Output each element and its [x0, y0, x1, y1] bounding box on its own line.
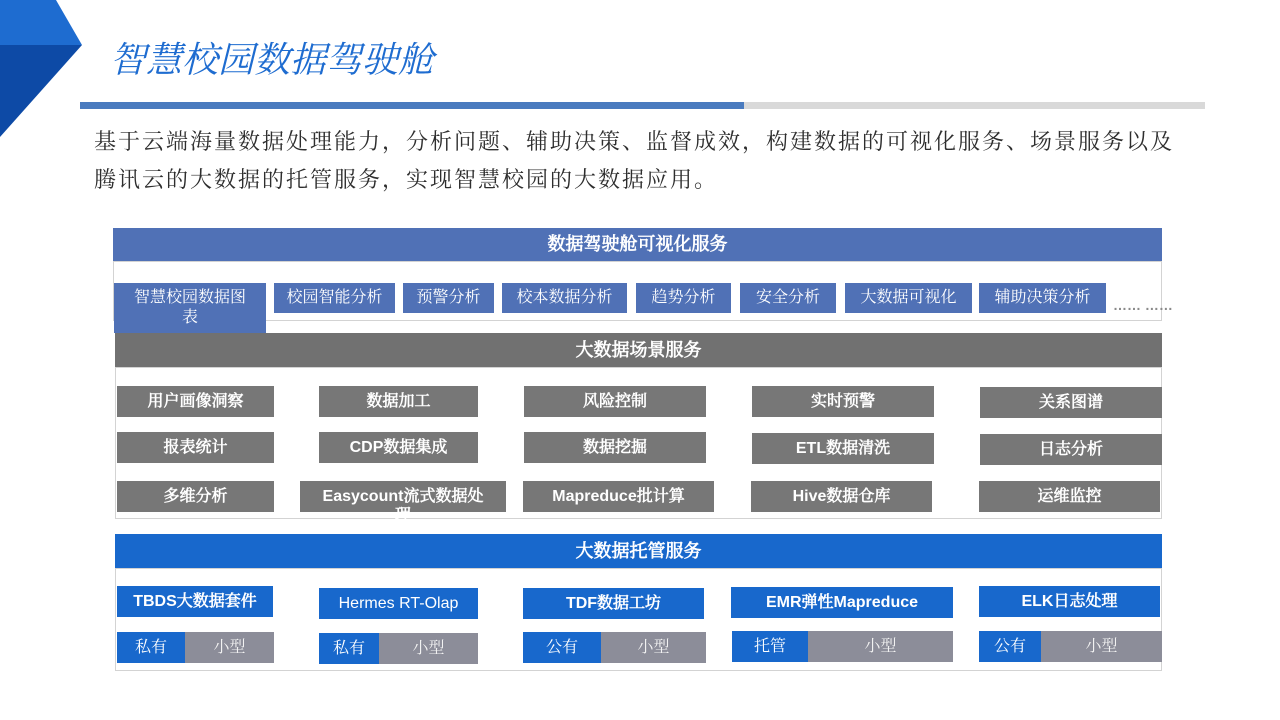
visual-item-decision-support-analysis: 辅助决策分析: [979, 283, 1106, 313]
size-badge: 小型: [808, 631, 953, 662]
scene-item-hive-data-warehouse: Hive数据仓库: [751, 481, 932, 512]
visual-item-big-data-visualization: 大数据可视化: [845, 283, 972, 313]
scene-item-easycount-stream-processing: Easycount流式数据处理: [300, 481, 506, 512]
scene-item-etl-data-cleansing: ETL数据清洗: [752, 433, 934, 464]
visual-item-security-analysis: 安全分析: [740, 283, 836, 313]
visual-item-warning-analysis: 预警分析: [403, 283, 494, 313]
size-badge: 小型: [601, 632, 706, 663]
title-underline-track: [744, 102, 1205, 109]
size-badge: 小型: [1041, 631, 1162, 662]
scene-item-relationship-graph: 关系图谱: [980, 387, 1162, 418]
chevron-lower-shape: [0, 45, 82, 137]
size-badge: 小型: [185, 632, 274, 663]
visual-item-trend-analysis: 趋势分析: [636, 283, 731, 313]
scene-item-ops-monitoring: 运维监控: [979, 481, 1160, 512]
hosted-product-hermes: Hermes RT-Olap: [319, 588, 478, 619]
size-badge: 小型: [379, 633, 478, 664]
scene-service-header: 大数据场景服务: [115, 333, 1162, 367]
visual-item-school-data-analysis: 校本数据分析: [502, 283, 627, 313]
scene-item-report-statistics: 报表统计: [117, 432, 274, 463]
visual-service-header: 数据驾驶舱可视化服务: [113, 228, 1162, 261]
deployment-badge: 公有: [979, 631, 1041, 662]
chevron-upper-shape: [0, 0, 82, 45]
scene-item-risk-control: 风险控制: [524, 386, 706, 417]
deployment-badge: 公有: [523, 632, 601, 663]
scene-item-realtime-alert: 实时预警: [752, 386, 934, 417]
scene-item-log-analysis: 日志分析: [980, 434, 1162, 465]
hosted-product-tbds: TBDS大数据套件: [117, 586, 273, 617]
scene-item-multidimensional-analysis: 多维分析: [117, 481, 274, 512]
deployment-badge: 托管: [732, 631, 808, 662]
slide-title: 智慧校园数据驾驶舱: [110, 39, 435, 80]
title-underline-accent: [80, 102, 744, 109]
deployment-badge: 私有: [319, 633, 379, 664]
hosted-service-header: 大数据托管服务: [115, 534, 1162, 568]
more-items-ellipsis: …… ……: [1113, 297, 1173, 313]
intro-line: 腾讯云的大数据的托管服务，实现智慧校园的大数据应用。: [94, 167, 719, 192]
hosted-product-tdf: TDF数据工坊: [523, 588, 704, 619]
scene-item-data-mining: 数据挖掘: [524, 432, 706, 463]
scene-item-cdp-data-integration: CDP数据集成: [319, 432, 478, 463]
scene-item-data-processing: 数据加工: [319, 386, 478, 417]
intro-line: 基于云端海量数据处理能力，分析问题、辅助决策、监督成效，构建数据的可视化服务、场景服务以及: [94, 129, 1175, 154]
visual-item-campus-smart-analysis: 校园智能分析: [274, 283, 395, 313]
hosted-product-elk: ELK日志处理: [979, 586, 1160, 617]
scene-item-user-profiling: 用户画像洞察: [117, 386, 274, 417]
deployment-badge: 私有: [117, 632, 185, 663]
intro-paragraph: [94, 123, 1174, 199]
scene-item-mapreduce-batch-compute: Mapreduce批计算: [523, 481, 714, 512]
hosted-product-emr: EMR弹性Mapreduce: [731, 587, 953, 618]
corner-chevron-decoration: [0, 0, 84, 140]
visual-item-campus-data-charts: 智慧校园数据图表: [114, 283, 266, 333]
